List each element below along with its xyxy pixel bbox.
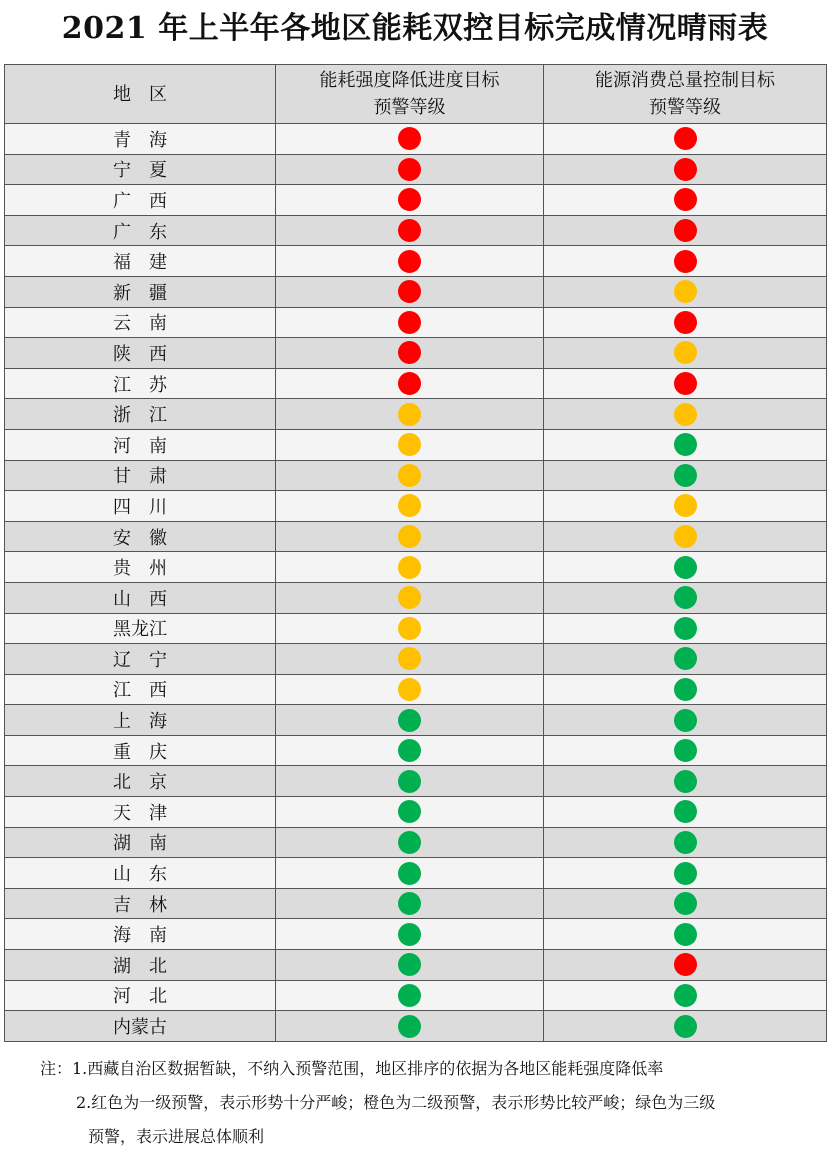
intensity-level-cell <box>276 674 544 705</box>
intensity-level-cell <box>276 919 544 950</box>
intensity-level-cell <box>276 613 544 644</box>
total-level-cell <box>544 368 827 399</box>
region-cell: 山 西 <box>5 582 276 613</box>
warning-level-dot <box>398 494 421 517</box>
region-cell: 北 京 <box>5 766 276 797</box>
table-row <box>5 460 827 491</box>
region-cell: 陕 西 <box>5 338 276 369</box>
intensity-level-cell <box>276 582 544 613</box>
total-level-cell <box>544 429 827 460</box>
region-cell: 天 津 <box>5 797 276 828</box>
table-row <box>5 582 827 613</box>
warning-level-dot <box>398 556 421 579</box>
warning-level-dot <box>398 372 421 395</box>
header-total-line1: 能源消费总量控制目标 <box>595 70 775 91</box>
note-line-3: 预警，表示进展总体顺利 <box>88 1127 265 1146</box>
region-cell: 吉 林 <box>5 888 276 919</box>
intensity-level-cell <box>276 276 544 307</box>
warning-level-dot <box>674 556 697 579</box>
warning-level-dot <box>398 923 421 946</box>
table-row <box>5 215 827 246</box>
region-cell: 重 庆 <box>5 735 276 766</box>
table-row <box>5 338 827 369</box>
region-cell: 山 东 <box>5 858 276 889</box>
intensity-level-cell <box>276 460 544 491</box>
total-level-cell <box>544 827 827 858</box>
warning-level-dot <box>398 219 421 242</box>
warning-level-dot <box>674 862 697 885</box>
intensity-level-cell <box>276 429 544 460</box>
header-total-line2: 预警等级 <box>649 97 721 118</box>
region-cell: 四 川 <box>5 491 276 522</box>
warning-level-dot <box>674 678 697 701</box>
region-cell: 安 徽 <box>5 521 276 552</box>
total-level-cell <box>544 980 827 1011</box>
warning-level-dot <box>398 525 421 548</box>
warning-level-dot <box>674 892 697 915</box>
total-level-cell <box>544 185 827 216</box>
warning-level-dot <box>398 892 421 915</box>
region-cell: 内蒙古 <box>5 1011 276 1042</box>
warning-level-dot <box>398 739 421 762</box>
warning-level-dot <box>674 525 697 548</box>
region-cell: 青 海 <box>5 124 276 155</box>
total-level-cell <box>544 215 827 246</box>
warning-level-dot <box>674 800 697 823</box>
table-row <box>5 552 827 583</box>
warning-level-dot <box>674 923 697 946</box>
page-title: 2021 年上半年各地区能耗双控目标完成情况晴雨表 <box>61 11 769 46</box>
table-row <box>5 980 827 1011</box>
table-row <box>5 674 827 705</box>
total-level-cell <box>544 766 827 797</box>
region-cell: 湖 北 <box>5 950 276 981</box>
warning-level-dot <box>398 127 421 150</box>
region-cell: 福 建 <box>5 246 276 277</box>
table-row <box>5 919 827 950</box>
table-row <box>5 521 827 552</box>
table-body <box>5 124 827 1042</box>
warning-level-dot <box>398 403 421 426</box>
warning-level-dot <box>398 831 421 854</box>
warning-level-dot <box>674 770 697 793</box>
warning-level-dot <box>398 800 421 823</box>
intensity-level-cell <box>276 124 544 155</box>
warning-level-dot <box>398 464 421 487</box>
warning-level-dot <box>674 280 697 303</box>
warning-level-dot <box>398 617 421 640</box>
total-level-cell <box>544 460 827 491</box>
intensity-level-cell <box>276 368 544 399</box>
warning-level-dot <box>674 250 697 273</box>
intensity-level-cell <box>276 552 544 583</box>
table-row <box>5 368 827 399</box>
intensity-level-cell <box>276 797 544 828</box>
warning-level-dot <box>674 311 697 334</box>
intensity-level-cell <box>276 307 544 338</box>
total-level-cell <box>544 1011 827 1042</box>
intensity-level-cell <box>276 491 544 522</box>
intensity-level-cell <box>276 338 544 369</box>
note-line-2: 2.红色为一级预警，表示形势十分严峻；橙色为二级预警，表示形势比较严峻；绿色为三级 <box>76 1093 716 1112</box>
total-level-cell <box>544 521 827 552</box>
warning-level-dot <box>674 464 697 487</box>
warning-level-dot <box>398 586 421 609</box>
total-level-cell <box>544 338 827 369</box>
warning-level-dot <box>398 311 421 334</box>
warning-level-dot <box>674 586 697 609</box>
region-cell: 江 苏 <box>5 368 276 399</box>
warning-level-dot <box>674 403 697 426</box>
intensity-level-cell <box>276 1011 544 1042</box>
region-cell: 湖 南 <box>5 827 276 858</box>
table-row <box>5 246 827 277</box>
region-cell: 黑龙江 <box>5 613 276 644</box>
warning-level-dot <box>674 709 697 732</box>
region-cell: 海 南 <box>5 919 276 950</box>
table-row <box>5 705 827 736</box>
warning-level-dot <box>674 372 697 395</box>
intensity-level-cell <box>276 185 544 216</box>
total-level-cell <box>544 644 827 675</box>
region-cell: 新 疆 <box>5 276 276 307</box>
intensity-level-cell <box>276 154 544 185</box>
total-level-cell <box>544 399 827 430</box>
warning-level-dot <box>674 341 697 364</box>
table-row <box>5 827 827 858</box>
intensity-level-cell <box>276 521 544 552</box>
table-row <box>5 154 827 185</box>
note-line-1: 注：1.西藏自治区数据暂缺，不纳入预警范围，地区排序的依据为各地区能耗强度降低率 <box>40 1059 664 1078</box>
warning-level-dot <box>674 158 697 181</box>
table-row <box>5 185 827 216</box>
warning-level-dot <box>674 494 697 517</box>
intensity-level-cell <box>276 705 544 736</box>
region-cell: 江 西 <box>5 674 276 705</box>
table-row <box>5 429 827 460</box>
total-level-cell <box>544 154 827 185</box>
warning-table <box>4 64 827 1042</box>
total-level-cell <box>544 491 827 522</box>
warning-level-dot <box>674 127 697 150</box>
total-level-cell <box>544 276 827 307</box>
table-row <box>5 766 827 797</box>
total-level-cell <box>544 705 827 736</box>
intensity-level-cell <box>276 246 544 277</box>
region-cell: 甘 肃 <box>5 460 276 491</box>
table-row <box>5 613 827 644</box>
intensity-level-cell <box>276 766 544 797</box>
region-cell: 河 北 <box>5 980 276 1011</box>
warning-level-dot <box>674 739 697 762</box>
warning-level-dot <box>398 158 421 181</box>
table-row <box>5 858 827 889</box>
total-level-cell <box>544 797 827 828</box>
intensity-level-cell <box>276 950 544 981</box>
warning-level-dot <box>398 953 421 976</box>
warning-level-dot <box>674 647 697 670</box>
intensity-level-cell <box>276 735 544 766</box>
total-level-cell <box>544 307 827 338</box>
warning-level-dot <box>674 188 697 211</box>
region-cell: 上 海 <box>5 705 276 736</box>
total-level-cell <box>544 246 827 277</box>
header-intensity-line2: 预警等级 <box>373 97 446 118</box>
total-level-cell <box>544 124 827 155</box>
total-level-cell <box>544 858 827 889</box>
warning-level-dot <box>398 280 421 303</box>
table-row <box>5 950 827 981</box>
region-cell: 云 南 <box>5 307 276 338</box>
warning-level-dot <box>398 1015 421 1038</box>
intensity-level-cell <box>276 827 544 858</box>
warning-level-dot <box>674 617 697 640</box>
region-cell: 广 西 <box>5 185 276 216</box>
intensity-level-cell <box>276 644 544 675</box>
header-region: 地 区 <box>5 65 276 124</box>
warning-level-dot <box>674 433 697 456</box>
warning-level-dot <box>398 341 421 364</box>
table-row <box>5 307 827 338</box>
table-row <box>5 644 827 675</box>
table-row <box>5 399 827 430</box>
warning-level-dot <box>674 1015 697 1038</box>
intensity-level-cell <box>276 980 544 1011</box>
header-intensity-line1: 能耗强度降低进度目标 <box>319 70 500 91</box>
table-row <box>5 276 827 307</box>
header-total <box>544 65 827 124</box>
intensity-level-cell <box>276 888 544 919</box>
table-row <box>5 491 827 522</box>
warning-level-dot <box>398 862 421 885</box>
total-level-cell <box>544 613 827 644</box>
region-cell: 广 东 <box>5 215 276 246</box>
table-row <box>5 797 827 828</box>
region-cell: 贵 州 <box>5 552 276 583</box>
warning-level-dot <box>398 709 421 732</box>
total-level-cell <box>544 674 827 705</box>
warning-level-dot <box>398 647 421 670</box>
table-row <box>5 888 827 919</box>
total-level-cell <box>544 582 827 613</box>
region-cell: 浙 江 <box>5 399 276 430</box>
table-row <box>5 124 827 155</box>
region-cell: 辽 宁 <box>5 644 276 675</box>
intensity-level-cell <box>276 399 544 430</box>
table-row <box>5 735 827 766</box>
warning-level-dot <box>674 831 697 854</box>
total-level-cell <box>544 735 827 766</box>
region-cell: 宁 夏 <box>5 154 276 185</box>
header-intensity <box>276 65 544 124</box>
warning-level-dot <box>674 953 697 976</box>
table-row <box>5 1011 827 1042</box>
total-level-cell <box>544 919 827 950</box>
table-header-row <box>5 65 827 124</box>
intensity-level-cell <box>276 215 544 246</box>
warning-level-dot <box>398 250 421 273</box>
region-cell: 河 南 <box>5 429 276 460</box>
total-level-cell <box>544 552 827 583</box>
total-level-cell <box>544 888 827 919</box>
total-level-cell <box>544 950 827 981</box>
warning-level-dot <box>674 219 697 242</box>
warning-level-dot <box>398 770 421 793</box>
warning-level-dot <box>398 433 421 456</box>
warning-level-dot <box>398 678 421 701</box>
warning-level-dot <box>398 984 421 1007</box>
warning-level-dot <box>398 188 421 211</box>
warning-level-dot <box>674 984 697 1007</box>
intensity-level-cell <box>276 858 544 889</box>
